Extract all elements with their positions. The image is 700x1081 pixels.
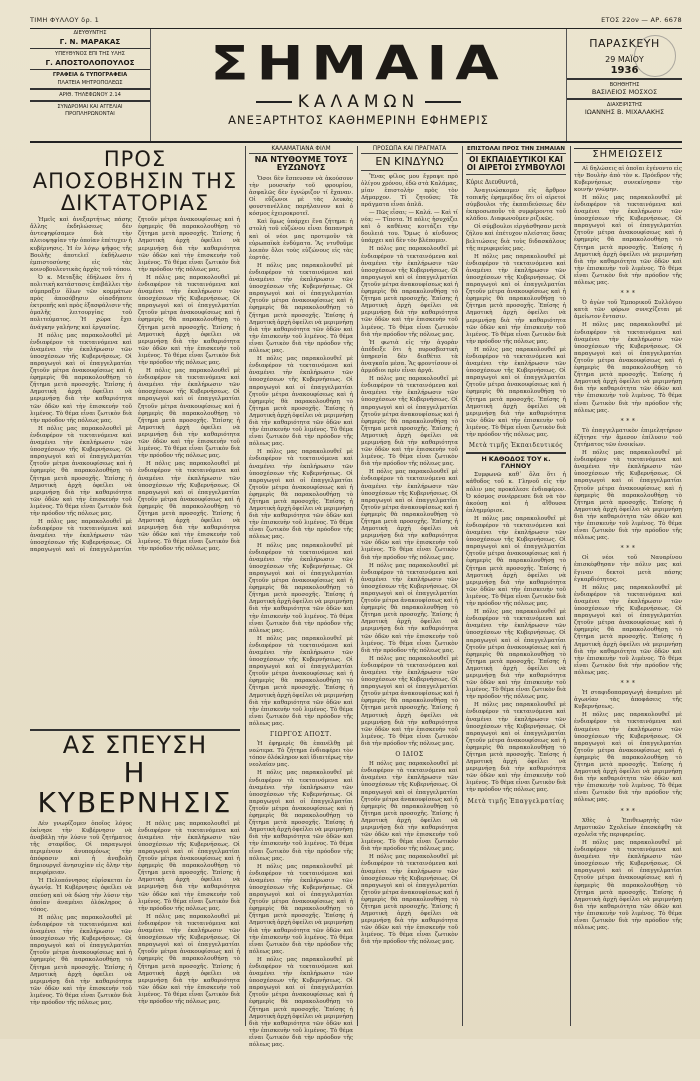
filler-paragraph: Η πόλις μας παρακολουθεῖ μὲ ἐνδιαφέρον τὰ τεκταινόμενα καὶ ἀναμένει τὴν ἐκπλήρωσιν τῶν ὑποσχέσεων τῆς Κυβερνήσεως. Οἱ παραγωγοὶ καὶ οἱ ἐπαγγελματίαι ζητοῦν μέτρα ἀνακουφίσεως καὶ ἡ ἐφημερὶς θὰ παρακολουθήσῃ τὸ ζήτημα μετὰ προσοχῆς. Ἐπίσης ἡ Δημοτικὴ ἀρχὴ ὀφείλει νὰ μεριμνήσῃ διὰ τὴν καθαριότητα τῶν ὁδῶν καὶ τὴν ἐπισκευὴν τοῦ λιμένος. Τὸ θέμα εἶναι ζωτικὸν διὰ τὴν πρόοδον τῆς πόλεως μας. (249, 356, 354, 448)
article-body-2 (30, 821, 240, 1081)
article-paragraph: Συμφωνῶ καθ᾽ ὅλα ὅτι ἡ κάθοδος τοῦ κ. Γληνοῦ εἰς τὴν πόλιν μας προκάλεσε ἐνδιαφέρον. Ὁ κόσμος συνέρρευσε διὰ νὰ τὸν ἀκούσῃ καὶ ἡ αἴθουσα ἐπλημμύρισε. (466, 472, 566, 514)
assistant-name: ΒΑΣΙΛΕΙΟΣ ΜΟΣΧΟΣ (591, 88, 658, 96)
filler-paragraph: Η πόλις μας παρακολουθεῖ μὲ ἐνδιαφέρον τὰ τεκταινόμενα καὶ ἀναμένει τὴν ἐκπλήρωσιν τῶν ὑποσχέσεων τῆς Κυβερνήσεως. Οἱ παραγωγοὶ καὶ οἱ ἐπαγγελματίαι ζητοῦν μέτρα ἀνακουφίσεως καὶ ἡ ἐφημερὶς θὰ παρακολουθήσῃ τὸ ζήτημα μετὰ προσοχῆς. Ἐπίσης ἡ Δημοτικὴ ἀρχὴ ὀφείλει νὰ μεριμνήσῃ διὰ τὴν καθαριότητα τῶν ὁδῶν καὶ τὴν ἐπισκευὴν τοῦ λιμένος. Τὸ θέμα εἶναι ζωτικὸν διὰ τὴν πρόοδον τῆς πόλεως μας. (574, 450, 682, 542)
filler-paragraph: Η πόλις μας παρακολουθεῖ μὲ ἐνδιαφέρον τὰ τεκταινόμενα καὶ ἀναμένει τὴν ἐκπλήρωσιν τῶν ὑποσχέσεων τῆς Κυβερνήσεως. Οἱ παραγωγοὶ καὶ οἱ ἐπαγγελματίαι ζητοῦν μέτρα ἀνακουφίσεως καὶ ἡ ἐφημερὶς θὰ παρακολουθήσῃ τὸ ζήτημα μετὰ προσοχῆς. Ἐπίσης ἡ Δημοτικὴ ἀρχὴ ὀφείλει νὰ μεριμνήσῃ διὰ τὴν καθαριότητα τῶν ὁδῶν καὶ τὴν ἐπισκευὴν τοῦ λιμένος. Τὸ θέμα εἶναι ζωτικὸν διὰ τὴν πρόοδον τῆς πόλεως μας. (574, 584, 682, 676)
assistant-label: ΒΟΗΘΗΤΗΣ (609, 81, 640, 88)
article-headline-2b: Η ΚΥΒΕΡΝΗΣΙΣ (37, 755, 233, 819)
issue-year: 1936 (610, 65, 639, 76)
article-body (361, 174, 458, 1009)
article-paragraph: Οἱ σύμβουλοι εἰργάσθησαν μετὰ ζήλου καὶ ἐπέτυχον πλείστας ὅσας βελτιώσεις διὰ τοὺς διδασκάλους τῆς περιφερείας μας. (466, 224, 566, 252)
filler-paragraph: Η πόλις μας παρακολουθεῖ μὲ ἐνδιαφέρον τὰ τεκταινόμενα καὶ ἀναμένει τὴν ἐκπλήρωσιν τῶν ὑποσχέσεων τῆς Κυβερνήσεως. Οἱ παραγωγοὶ καὶ οἱ ἐπαγγελματίαι ζητοῦν μέτρα ἀνακουφίσεως καὶ ἡ ἐφημερὶς θὰ παρακολουθήσῃ τὸ ζήτημα μετὰ προσοχῆς. Ἐπίσης ἡ Δημοτικὴ ἀρχὴ ὀφείλει νὰ μεριμνήσῃ διὰ τὴν καθαριότητα τῶν ὁδῶν καὶ τὴν ἐπισκευὴν τοῦ λιμένος. Τὸ θέμα εἶναι ζωτικὸν διὰ τὴν πρόοδον τῆς πόλεως μας. (138, 461, 240, 553)
column-1 (30, 146, 240, 1026)
column-rule (245, 146, 246, 1026)
filler-paragraph: Η πόλις μας παρακολουθεῖ μὲ ἐνδιαφέρον τὰ τεκταινόμενα καὶ ἀναμένει τὴν ἐκπλήρωσιν τῶν ὑποσχέσεων τῆς Κυβερνήσεως. Οἱ παραγωγοὶ καὶ οἱ ἐπαγγελματίαι ζητοῦν μέτρα ἀνακουφίσεως καὶ ἡ ἐφημερὶς θὰ παρακολουθήσῃ τὸ ζήτημα μετὰ προσοχῆς. Ἐπίσης ἡ Δημοτικὴ ἀρχὴ ὀφείλει νὰ μεριμνήσῃ διὰ τὴν καθαριότητα τῶν ὁδῶν καὶ τὴν ἐπισκευὴν τοῦ λιμένος. Τὸ θέμα εἶναι ζωτικὸν διὰ τὴν πρόοδον τῆς πόλεως μας. (249, 635, 354, 727)
masthead-right-box (566, 29, 682, 141)
article-body (30, 217, 240, 727)
article-paragraph: Ἡ ἐφημερὶς θὰ ἐπανέλθῃ μὲ νεώτερα. Τὸ ζήτημα ἐνδιαφέρει τὸν τόπον ὁλόκληρον καὶ ἰδιαιτέρως τὴν νεολαίαν μας. (249, 741, 353, 769)
filler-paragraph: Η πόλις μας παρακολουθεῖ μὲ ἐνδιαφέρον τὰ τεκταινόμενα καὶ ἀναμένει τὴν ἐκπλήρωσιν τῶν ὑποσχέσεων τῆς Κυβερνήσεως. Οἱ παραγωγοὶ καὶ οἱ ἐπαγγελματίαι ζητοῦν μέτρα ἀνακουφίσεως καὶ ἡ ἐφημερὶς θὰ παρακολουθήσῃ τὸ ζήτημα μετὰ προσοχῆς. Ἐπίσης ἡ Δημοτικὴ ἀρχὴ ὀφείλει νὰ μεριμνήσῃ διὰ τὴν καθαριότητα τῶν ὁδῶν καὶ τὴν ἐπισκευὴν τοῦ λιμένος. Τὸ θέμα εἶναι ζωτικὸν διὰ τὴν πρόοδον τῆς πόλεως μας. (249, 542, 354, 634)
filler-paragraph: Η πόλις μας παρακολουθεῖ μὲ ἐνδιαφέρον τὰ τεκταινόμενα καὶ ἀναμένει τὴν ἐκπλήρωσιν τῶν ὑποσχέσεων τῆς Κυβερνήσεως. Οἱ παραγωγοὶ καὶ οἱ ἐπαγγελματίαι ζητοῦν μέτρα ἀνακουφίσεως καὶ ἡ ἐφημερὶς θὰ παρακολουθήσῃ τὸ ζήτημα μετὰ προσοχῆς. Ἐπίσης ἡ Δημοτικὴ ἀρχὴ ὀφείλει νὰ μεριμνήσῃ διὰ τὴν καθαριότητα τῶν ὁδῶν καὶ τὴν ἐπισκευὴν τοῦ λιμένος. Τὸ θέμα εἶναι ζωτικὸν διὰ τὴν πρόοδον τῆς πόλεως μας. (249, 770, 354, 862)
price-label: ΤΙΜΗ ΦΥΛΛΟΥ δρ. 1 (30, 16, 100, 24)
divider (30, 48, 150, 50)
article-headline: ΟΙ ΕΚΠΑΙΔΕΥΤΙΚΟΙ ΚΑΙ ΟΙ ΑΙΡΕΤΟΙ ΣΥΜΒΟΥΛΟΙ (466, 156, 566, 175)
filler-paragraph: Η πόλις μας παρακολουθεῖ μὲ ἐνδιαφέρον τὰ τεκταινόμενα καὶ ἀναμένει τὴν ἐκπλήρωσιν τῶν ὑποσχέσεων τῆς Κυβερνήσεως. Οἱ παραγωγοὶ καὶ οἱ ἐπαγγελματίαι ζητοῦν μέτρα ἀνακουφίσεως καὶ ἡ ἐφημερὶς θὰ παρακολουθήσῃ τὸ ζήτημα μετὰ προσοχῆς. Ἐπίσης ἡ Δημοτικὴ ἀρχὴ ὀφείλει νὰ μεριμνήσῃ διὰ τὴν καθαριότητα τῶν ὁδῶν καὶ τὴν ἐπισκευὴν τοῦ λιμένος. Τὸ θέμα εἶναι ζωτικὸν διὰ τὴν πρόοδον τῆς πόλεως μας. (466, 253, 566, 345)
manager-name: ΙΩΑΝΝΗΣ Β. ΜΙΧΑΛΑΚΗΣ (584, 108, 665, 116)
filler-paragraph: Η πόλις μας παρακολουθεῖ μὲ ἐνδιαφέρον τὰ τεκταινόμενα καὶ ἀναμένει τὴν ἐκπλήρωσιν τῶν ὑποσχέσεων τῆς Κυβερνήσεως. Οἱ παραγωγοὶ καὶ οἱ ἐπαγγελματίαι ζητοῦν μέτρα ἀνακουφίσεως καὶ ἡ ἐφημερὶς θὰ παρακολουθήσῃ τὸ ζήτημα μετὰ προσοχῆς. Ἐπίσης ἡ Δημοτικὴ ἀρχὴ ὀφείλει νὰ μεριμνήσῃ διὰ τὴν καθαριότητα τῶν ὁδῶν καὶ τὴν ἐπισκευὴν τοῦ λιμένος. Τὸ θέμα εἶναι ζωτικὸν διὰ τὴν πρόοδον τῆς πόλεως μας. (249, 449, 354, 541)
separator: * * * (620, 545, 636, 553)
filler-paragraph: Η πόλις μας παρακολουθεῖ μὲ ἐνδιαφέρον τὰ τεκταινόμενα καὶ ἀναμένει τὴν ἐκπλήρωσιν τῶν ὑποσχέσεων τῆς Κυβερνήσεως. Οἱ παραγωγοὶ καὶ οἱ ἐπαγγελματίαι ζητοῦν μέτρα ἀνακουφίσεως καὶ ἡ ἐφημερὶς θὰ παρακολουθήσῃ τὸ ζήτημα μετὰ προσοχῆς. Ἐπίσης ἡ Δημοτικὴ ἀρχὴ ὀφείλει νὰ μεριμνήσῃ διὰ τὴν καθαριότητα τῶν ὁδῶν καὶ τὴν ἐπισκευὴν τοῦ λιμένος. Τὸ θέμα εἶναι ζωτικὸν διὰ τὴν πρόοδον τῆς πόλεως μας. (138, 368, 240, 460)
newspaper-subtitle: ΚΑΛΑΜΩΝ (297, 92, 420, 112)
offices-label: ΓΡΑΦΕΙΑ & ΤΥΠΟΓΡΑΦΕΙΑ (52, 72, 128, 78)
article-headline: ΝΑ ΝΤΥΘΟΥΜΕ ΤΟΥΣ ΕΥΖΩΝΟΥΣ (254, 155, 348, 173)
note-paragraph: Οἱ νέοι τοῦ Ναυαρίνου ἐπισκέφθησαν τὴν πόλιν μας καὶ ἔγιναν δεκτοὶ μετὰ πάσης ἐγκαρδιότητος. (574, 555, 682, 583)
director-name: Γ. Ν. ΜΑΡΑΚΑΣ (59, 36, 121, 46)
column-5 (574, 146, 682, 1026)
letter-salutation: Κύριε Διευθυντά, (466, 178, 519, 186)
issue-label: ΕΤΟΣ 22ον — ΑΡ. 6678 (601, 16, 682, 24)
top-bar (30, 16, 682, 28)
note-paragraph: Αἱ δηλώσεις αἱ ὁποῖαι ἐγένοντο εἰς τὴν Βουλὴν ἀπὸ τὸν κ. Πρόεδρον τῆς Κυβερνήσεως συνεκίνησαν τὴν κοινὴν γνώμην. (574, 165, 682, 193)
filler-paragraph: Η πόλις μας παρακολουθεῖ μὲ ἐνδιαφέρον τὰ τεκταινόμενα καὶ ἀναμένει τὴν ἐκπλήρωσιν τῶν ὑποσχέσεων τῆς Κυβερνήσεως. Οἱ παραγωγοὶ καὶ οἱ ἐπαγγελματίαι ζητοῦν μέτρα ἀνακουφίσεως καὶ ἡ ἐφημερὶς θὰ παρακολουθήσῃ τὸ ζήτημα μετὰ προσοχῆς. Ἐπίσης ἡ Δημοτικὴ ἀρχὴ ὀφείλει νὰ μεριμνήσῃ διὰ τὴν καθαριότητα τῶν ὁδῶν καὶ τὴν ἐπισκευὴν τοῦ λιμένος. Τὸ θέμα εἶναι ζωτικὸν διὰ τὴν πρόοδον τῆς πόλεως μας. (466, 346, 566, 439)
article-paragraph: Ἀναγινώσκομεν εἰς ἄρθρον τοπικῆς ἐφημερίδος ὅτι οἱ αἱρετοὶ σύμβουλοι τῆς ἐκπαιδεύσεως δὲν ἐκπροσωποῦν τὰ συμφέροντα τοῦ κλάδου. Διαφωνοῦμεν ριζικῶς. (466, 187, 566, 223)
author-signature: ΓΙΩΡΓΟΣ ΑΠΟΣΤ. (269, 731, 333, 738)
postmark-stamp (634, 35, 676, 77)
article-paragraph: Ὅσοι δὲν ἔσπευσαν νὰ ἀκούσουν τὴν μουσικὴν τοῦ φρουρίου, ἀσφαλῶς δὲν ἐγνώριζον τί ἔχαναν. Οἱ εὔζωνοι μὲ τὰς λευκὰς φουστανέλλας παρήλαυνον καὶ ὁ κόσμος ἐχειροκροτεῖ. (249, 175, 353, 218)
article-paragraph: Ἡ Πελοπόννησος εὑρίσκεται ἐν ἀγωνίᾳ. Ἡ Κυβέρνησις ὀφείλει νὰ σπεύσῃ καὶ νὰ δώσῃ τὴν λύσιν τὴν ὁποίαν ἀναμένει ὁλόκληρος ὁ τόπος. (30, 878, 132, 913)
article-headline: ΠΡΟΣ ΑΠΟΣΟΒΗΣΙΝ ΤΗΣ ΔΙΚΤΑΤΟΡΙΑΣ (32, 147, 238, 216)
divider (567, 78, 682, 80)
divider (567, 98, 682, 100)
column-3 (361, 146, 458, 1026)
subtitle-rule-left (256, 101, 292, 103)
note-paragraph: Ὁ ἀγὼν τοῦ Ἐμπορικοῦ Συλλόγου κατὰ τῶν φόρων συνεχίζεται μὲ ἀμείωτον ἔντασιν. (574, 300, 682, 321)
responsible-name: Γ. ΑΠΟΣΤΟΛΟΠΟΥΛΟΣ (45, 57, 135, 67)
article-paragraph: Καὶ ὅμως ὑπάρχει ἕνα ζήτημα: ἡ στολὴ τοῦ εὐζώνου εἶναι δαπανηρὰ καὶ οἱ νέοι μας προτιμοῦν τὰ εὐρωπαϊκὰ ἐνδύματα. Ἂς ντυθοῦμε λοιπὸν ὅλοι τοὺς εὐζώνους εἰς τὰς ἑορτάς. (249, 219, 353, 261)
masthead-left-box (30, 29, 151, 141)
section-kicker: ΚΑΛΑΜΑΤΙΑΝΑ ΦΙΛΜ (249, 146, 353, 154)
divider (30, 88, 150, 90)
newspaper-subtitle-row (150, 93, 567, 111)
article-paragraph: Ἡ φωτιὰ εἰς τὴν ἀγορὰν ἀπέδειξε ὅτι ἡ πυροσβεστικὴ ὑπηρεσία δὲν διαθέτει τὰ ἀναγκαῖα μέσα. Ἂς φροντίσουν οἱ ἁρμόδιοι πρὶν εἶναι ἀργά. (361, 339, 458, 375)
note-paragraph: Τὸ ἐπαγγελματικὸν ἐπιμελητήριον ἐζήτησε τὴν ἄμεσον ἐπίλυσιν τοῦ ζητήματος τῶν ἐνοικίων. (574, 427, 682, 448)
responsible-label: ΥΠΕΥΘΥΝΟΣ ΕΠΙ ΤΗΣ ΥΛΗΣ (55, 51, 125, 57)
article-headline-2: Η ΚΑΘΟΔΟΣ ΤΟΥ κ. ΓΛΗΝΟΥ (481, 454, 551, 470)
filler-paragraph: Η πόλις μας παρακολουθεῖ μὲ ἐνδιαφέρον τὰ τεκταινόμενα καὶ ἀναμένει τὴν ἐκπλήρωσιν τῶν ὑποσχέσεων τῆς Κυβερνήσεως. Οἱ παραγωγοὶ καὶ οἱ ἐπαγγελματίαι ζητοῦν μέτρα ἀνακουφίσεως καὶ ἡ ἐφημερὶς θὰ παρακολουθήσῃ τὸ ζήτημα μετὰ προσοχῆς. Ἐπίσης ἡ Δημοτικὴ ἀρχὴ ὀφείλει νὰ μεριμνήσῃ διὰ τὴν καθαριότητα τῶν ὁδῶν καὶ τὴν ἐπισκευὴν τοῦ λιμένος. Τὸ θέμα εἶναι ζωτικὸν διὰ τὴν πρόοδον τῆς πόλεως μας. (30, 425, 132, 517)
article-body (466, 179, 566, 1014)
notes-body (574, 166, 682, 1006)
filler-paragraph: Η πόλις μας παρακολουθεῖ μὲ ἐνδιαφέρον τὰ τεκταινόμενα καὶ ἀναμένει τὴν ἐκπλήρωσιν τῶν ὑποσχέσεων τῆς Κυβερνήσεως. Οἱ παραγωγοὶ καὶ οἱ ἐπαγγελματίαι ζητοῦν μέτρα ἀνακουφίσεως καὶ ἡ ἐφημερὶς θὰ παρακολουθήσῃ τὸ ζήτημα μετὰ προσοχῆς. Ἐπίσης ἡ Δημοτικὴ ἀρχὴ ὀφείλει νὰ μεριμνήσῃ διὰ τὴν καθαριότητα τῶν ὁδῶν καὶ τὴν ἐπισκευὴν τοῦ λιμένος. Τὸ θέμα εἶναι ζωτικὸν διὰ τὴν πρόοδον τῆς πόλεως μας. (574, 322, 682, 414)
separator: * * * (620, 807, 636, 815)
column-2 (249, 146, 354, 1049)
article-paragraph: Ἡμεῖς καὶ ἀνεξαρτήτως πάσης ἄλλης ἐκδηλώσεως δὲν ἀντεψηφίσαμεν διὰ τὴν πλειοψηφίαν τὴν ὁποίαν ἐπέτυχεν ἡ κυβέρνησις. Ἡ ἐν λόγῳ ψῆφος τῆς Βουλῆς ἀποτελεῖ ἐκδήλωσιν ἐμπιστοσύνης εἰς τὰς κοινοβουλευτικὰς ἀρχὰς τοῦ τόπου. (30, 217, 132, 273)
director-label: ΔΙΕΥΘΥΝΤΗΣ (73, 30, 107, 36)
title-block (150, 29, 567, 141)
divider (30, 100, 150, 102)
filler-paragraph: Η πόλις μας παρακολουθεῖ μὲ ἐνδιαφέρον τὰ τεκταινόμενα καὶ ἀναμένει τὴν ἐκπλήρωσιν τῶν ὑποσχέσεων τῆς Κυβερνήσεως. Οἱ παραγωγοὶ καὶ οἱ ἐπαγγελματίαι ζητοῦν μέτρα ἀνακουφίσεως καὶ ἡ ἐφημερὶς θὰ παρακολουθήσῃ τὸ ζήτημα μετὰ προσοχῆς. Ἐπίσης ἡ Δημοτικὴ ἀρχὴ ὀφείλει νὰ μεριμνήσῃ διὰ τὴν καθαριότητα τῶν ὁδῶν καὶ τὴν ἐπισκευὴν τοῦ λιμένος. Τὸ θέμα εἶναι ζωτικὸν διὰ τὴν πρόοδον τῆς πόλεως μας. (361, 469, 458, 561)
separator: * * * (620, 417, 636, 425)
notes-headline: ΣΗΜΕΙΩΣΕΙΣ (574, 148, 682, 163)
section-kicker: ΠΡΟΣΩΠΑ ΚΑΙ ΠΡΑΓΜΑΤΑ (361, 146, 458, 154)
newspaper-tagline: ΑΝΕΞΑΡΤΗΤΟΣ ΚΑΘΗΜΕΡΙΝΗ ΕΦΗΜΕΡΙΣ (228, 113, 489, 127)
article-paragraph: Ὁ κ. Μεταξᾶς ἐδήλωσε ὅτι ἡ πολιτικὴ κατάστασις ἐπιβάλλει τὴν σύμπραξιν ὅλων τῶν κομμάτων πρὸς ἀποσόβησιν οἱασδήποτε ἐκτροπῆς καὶ πρὸς ἐξασφάλισιν τῆς ὁμαλῆς λειτουργίας τοῦ πολιτεύματος. Ἡ χώρα ἔχει ἀνάγκην γαλήνης καὶ ἐργασίας. (30, 274, 132, 331)
article-paragraph: — Πῶς εἶσαι; — Καλά. — Καὶ τί νέα; — Τίποτα. Ἡ πόλις ἡσυχάζει καὶ ὁ καθένας κοιτάζει τὴν δουλειά του. Ὅμως ὁ κίνδυνος ὑπάρχει καὶ δὲν τὸν βλέπομεν. (361, 210, 458, 245)
column-4 (466, 146, 566, 1026)
article-headline: ΕΝ ΚΙΝΔΥΝΩ (361, 156, 458, 171)
article-body (249, 175, 354, 1049)
filler-paragraph: Η πόλις μας παρακολουθεῖ μὲ ἐνδιαφέρον τὰ τεκταινόμενα καὶ ἀναμένει τὴν ἐκπλήρωσιν τῶν ὑποσχέσεων τῆς Κυβερνήσεως. Οἱ παραγωγοὶ καὶ οἱ ἐπαγγελματίαι ζητοῦν μέτρα ἀνακουφίσεως καὶ ἡ ἐφημερὶς θὰ παρακολουθήσῃ τὸ ζήτημα μετὰ προσοχῆς. Ἐπίσης ἡ Δημοτικὴ ἀρχὴ ὀφείλει νὰ μεριμνήσῃ διὰ τὴν καθαριότητα τῶν ὁδῶν καὶ τὴν ἐπισκευὴν τοῦ λιμένος. Τὸ θέμα εἶναι ζωτικὸν διὰ τὴν πρόοδον τῆς πόλεως μας. (466, 702, 566, 794)
filler-paragraph: Η πόλις μας παρακολουθεῖ μὲ ἐνδιαφέρον τὰ τεκταινόμενα καὶ ἀναμένει τὴν ἐκπλήρωσιν τῶν ὑποσχέσεων τῆς Κυβερνήσεως. Οἱ παραγωγοὶ καὶ οἱ ἐπαγγελματίαι ζητοῦν μέτρα ἀνακουφίσεως καὶ ἡ ἐφημερὶς θὰ παρακολουθήσῃ τὸ ζήτημα μετὰ προσοχῆς. Ἐπίσης ἡ Δημοτικὴ ἀρχὴ ὀφείλει νὰ μεριμνήσῃ διὰ τὴν καθαριότητα τῶν ὁδῶν καὶ τὴν ἐπισκευὴν τοῦ λιμένος. Τὸ θέμα εἶναι ζωτικὸν διὰ τὴν πρόοδον τῆς πόλεως μας. (361, 761, 458, 853)
letter-signature: Μετὰ τιμῆς Ἐπαγγελματίας (467, 797, 565, 805)
column-rule (570, 146, 571, 1026)
separator: * * * (620, 290, 636, 298)
ads-label: ΣΥΝΔΡΟΜΑΙ ΚΑΙ ΑΓΓΕΛΙΑΙ (57, 103, 123, 110)
filler-paragraph: Η πόλις μας παρακολουθεῖ μὲ ἐνδιαφέρον τὰ τεκταινόμενα καὶ ἀναμένει τὴν ἐκπλήρωσιν τῶν ὑποσχέσεων τῆς Κυβερνήσεως. Οἱ παραγωγοὶ καὶ οἱ ἐπαγγελματίαι ζητοῦν μέτρα ἀνακουφίσεως καὶ ἡ ἐφημερὶς θὰ παρακολουθήσῃ τὸ ζήτημα μετὰ προσοχῆς. Ἐπίσης ἡ Δημοτικὴ ἀρχὴ ὀφείλει νὰ μεριμνήσῃ διὰ τὴν καθαριότητα τῶν ὁδῶν καὶ τὴν ἐπισκευὴν τοῦ λιμένος. Τὸ θέμα εἶναι ζωτικὸν διὰ τὴν πρόοδον τῆς πόλεως μας. (466, 609, 566, 701)
filler-paragraph: Η πόλις μας παρακολουθεῖ μὲ ἐνδιαφέρον τὰ τεκταινόμενα καὶ ἀναμένει τὴν ἐκπλήρωσιν τῶν ὑποσχέσεων τῆς Κυβερνήσεως. Οἱ παραγωγοὶ καὶ οἱ ἐπαγγελματίαι ζητοῦν μέτρα ἀνακουφίσεως καὶ ἡ ἐφημερὶς θὰ παρακολουθήσῃ τὸ ζήτημα μετὰ προσοχῆς. Ἐπίσης ἡ Δημοτικὴ ἀρχὴ ὀφείλει νὰ μεριμνήσῃ διὰ τὴν καθαριότητα τῶν ὁδῶν καὶ τὴν ἐπισκευὴν τοῦ λιμένος. Τὸ θέμα εἶναι ζωτικὸν διὰ τὴν πρόοδον τῆς πόλεως μας. (466, 515, 566, 608)
letter-signature: Μετὰ τιμῆς Ἐκπαιδευτικός (468, 442, 564, 450)
divider (30, 69, 150, 71)
column-rule (462, 146, 463, 1026)
filler-paragraph: Η πόλις μας παρακολουθεῖ μὲ ἐνδιαφέρον τὰ τεκταινόμενα καὶ ἀναμένει τὴν ἐκπλήρωσιν τῶν ὑποσχέσεων τῆς Κυβερνήσεως. Οἱ παραγωγοὶ καὶ οἱ ἐπαγγελματίαι ζητοῦν μέτρα ἀνακουφίσεως καὶ ἡ ἐφημερὶς θὰ παρακολουθήσῃ τὸ ζήτημα μετὰ προσοχῆς. Ἐπίσης ἡ Δημοτικὴ ἀρχὴ ὀφείλει νὰ μεριμνήσῃ διὰ τὴν καθαριότητα τῶν ὁδῶν καὶ τὴν ἐπισκευὴν τοῦ λιμένος. Τὸ θέμα εἶναι ζωτικὸν διὰ τὴν πρόοδον τῆς πόλεως μας. (30, 332, 132, 424)
filler-paragraph: Η πόλις μας παρακολουθεῖ μὲ ἐνδιαφέρον τὰ τεκταινόμενα καὶ ἀναμένει τὴν ἐκπλήρωσιν τῶν ὑποσχέσεων τῆς Κυβερνήσεως. Οἱ παραγωγοὶ καὶ οἱ ἐπαγγελματίαι ζητοῦν μέτρα ἀνακουφίσεως καὶ ἡ ἐφημερὶς θὰ παρακολουθήσῃ τὸ ζήτημα μετὰ προσοχῆς. Ἐπίσης ἡ Δημοτικὴ ἀρχὴ ὀφείλει νὰ μεριμνήσῃ διὰ τὴν καθαριότητα τῶν ὁδῶν καὶ τὴν ἐπισκευὴν τοῦ λιμένος. Τὸ θέμα εἶναι ζωτικὸν διὰ τὴν πρόοδον τῆς πόλεως μας. (361, 246, 458, 338)
article-headline-2a: ΑΣ ΣΠΕΥΣΗ (62, 730, 208, 759)
note-paragraph: Χθὲς ὁ Ἐπιθεωρητὴς τῶν Δημοτικῶν Σχολείων ἐπεσκέφθη τὰ σχολεῖα τῆς περιφερείας. (574, 817, 682, 838)
manager-label: ΔΙΑΧΕΙΡΙΣΤΗΣ (606, 101, 643, 108)
filler-paragraph: Η πόλις μας παρακολουθεῖ μὲ ἐνδιαφέρον τὰ τεκταινόμενα καὶ ἀναμένει τὴν ἐκπλήρωσιν τῶν ὑποσχέσεων τῆς Κυβερνήσεως. Οἱ παραγωγοὶ καὶ οἱ ἐπαγγελματίαι ζητοῦν μέτρα ἀνακουφίσεως καὶ ἡ ἐφημερὶς θὰ παρακολουθήσῃ τὸ ζήτημα μετὰ προσοχῆς. Ἐπίσης ἡ Δημοτικὴ ἀρχὴ ὀφείλει νὰ μεριμνήσῃ διὰ τὴν καθαριότητα τῶν ὁδῶν καὶ τὴν ἐπισκευὴν τοῦ λιμένος. Τὸ θέμα εἶναι ζωτικὸν διὰ τὴν πρόοδον τῆς πόλεως μας. (361, 376, 458, 468)
phone-label: ΑΡΙΘ. ΤΗΛΕΦΩΝΟΥ 2.14 (59, 91, 121, 98)
filler-paragraph: Η πόλις μας παρακολουθεῖ μὲ ἐνδιαφέρον τὰ τεκταινόμενα καὶ ἀναμένει τὴν ἐκπλήρωσιν τῶν ὑποσχέσεων τῆς Κυβερνήσεως. Οἱ παραγωγοὶ καὶ οἱ ἐπαγγελματίαι ζητοῦν μέτρα ἀνακουφίσεως καὶ ἡ ἐφημερὶς θὰ παρακολουθήσῃ τὸ ζήτημα μετὰ προσοχῆς. Ἐπίσης ἡ Δημοτικὴ ἀρχὴ ὀφείλει νὰ μεριμνήσῃ διὰ τὴν καθαριότητα τῶν ὁδῶν καὶ τὴν ἐπισκευὴν τοῦ λιμένος. Τὸ θέμα εἶναι ζωτικὸν διὰ τὴν πρόοδον τῆς πόλεως μας. (249, 863, 354, 955)
filler-paragraph: Η πόλις μας παρακολουθεῖ μὲ ἐνδιαφέρον τὰ τεκταινόμενα καὶ ἀναμένει τὴν ἐκπλήρωσιν τῶν ὑποσχέσεων τῆς Κυβερνήσεως. Οἱ παραγωγοὶ καὶ οἱ ἐπαγγελματίαι ζητοῦν μέτρα ἀνακουφίσεως καὶ ἡ ἐφημερὶς θὰ παρακολουθήσῃ τὸ ζήτημα μετὰ προσοχῆς. Ἐπίσης ἡ Δημοτικὴ ἀρχὴ ὀφείλει νὰ μεριμνήσῃ διὰ τὴν καθαριότητα τῶν ὁδῶν καὶ τὴν ἐπισκευὴν τοῦ λιμένος. Τὸ θέμα εἶναι ζωτικὸν διὰ τὴν πρόοδον τῆς πόλεως μας. (574, 839, 682, 932)
article-paragraph: Δὲν γνωρίζομεν ὁποῖος λόγος ἐκίνησε τὴν Κυβέρνησιν νὰ ἀναβάλῃ τὴν λύσιν τοῦ ζητήματος τῆς σταφίδος. Οἱ παραγωγοὶ περιμένουν ἀνυπομόνως τὴν ἀπόφασιν καὶ ἡ ἀναβολὴ δημιουργεῖ ἀνησυχίαν εἰς ὅλην τὴν περιφέρειαν. (30, 820, 132, 877)
filler-paragraph: Η πόλις μας παρακολουθεῖ μὲ ἐνδιαφέρον τὰ τεκταινόμενα καὶ ἀναμένει τὴν ἐκπλήρωσιν τῶν ὑποσχέσεων τῆς Κυβερνήσεως. Οἱ παραγωγοὶ καὶ οἱ ἐπαγγελματίαι ζητοῦν μέτρα ἀνακουφίσεως καὶ ἡ ἐφημερὶς θὰ παρακολουθήσῃ τὸ ζήτημα μετὰ προσοχῆς. Ἐπίσης ἡ Δημοτικὴ ἀρχὴ ὀφείλει νὰ μεριμνήσῃ διὰ τὴν καθαριότητα τῶν ὁδῶν καὶ τὴν ἐπισκευὴν τοῦ λιμένος. Τὸ θέμα εἶναι ζωτικὸν διὰ τὴν πρόοδον τῆς πόλεως μας. (138, 913, 240, 1005)
divider (466, 452, 566, 454)
filler-paragraph: Η πόλις μας παρακολουθεῖ μὲ ἐνδιαφέρον τὰ τεκταινόμενα καὶ ἀναμένει τὴν ἐκπλήρωσιν τῶν ὑποσχέσεων τῆς Κυβερνήσεως. Οἱ παραγωγοὶ καὶ οἱ ἐπαγγελματίαι ζητοῦν μέτρα ἀνακουφίσεως καὶ ἡ ἐφημερὶς θὰ παρακολουθήσῃ τὸ ζήτημα μετὰ προσοχῆς. Ἐπίσης ἡ Δημοτικὴ ἀρχὴ ὀφείλει νὰ μεριμνήσῃ διὰ τὴν καθαριότητα τῶν ὁδῶν καὶ τὴν ἐπισκευὴν τοῦ λιμένος. Τὸ θέμα εἶναι ζωτικὸν διὰ τὴν πρόοδον τῆς πόλεως μας. (138, 274, 240, 367)
address-label: ΠΛΑΤΕΙΑ ΜΗΤΡΟΠΟΛΕΩΣ (57, 79, 123, 86)
filler-paragraph: Η πόλις μας παρακολουθεῖ μὲ ἐνδιαφέρον τὰ τεκταινόμενα καὶ ἀναμένει τὴν ἐκπλήρωσιν τῶν ὑποσχέσεων τῆς Κυβερνήσεως. Οἱ παραγωγοὶ καὶ οἱ ἐπαγγελματίαι ζητοῦν μέτρα ἀνακουφίσεως καὶ ἡ ἐφημερὶς θὰ παρακολουθήσῃ τὸ ζήτημα μετὰ προσοχῆς. Ἐπίσης ἡ Δημοτικὴ ἀρχὴ ὀφείλει νὰ μεριμνήσῃ διὰ τὴν καθαριότητα τῶν ὁδῶν καὶ τὴν ἐπισκευὴν τοῦ λιμένος. Τὸ θέμα εἶναι ζωτικὸν διὰ τὴν πρόοδον τῆς πόλεως μας. (249, 956, 354, 1049)
article-paragraph: Ἕνας φίλος μου ἔγραψε πρὸ ὀλίγου χρόνου, ἐδῶ στὰ Καλάμας, μίαν ἐπιστολὴν πρὸς τὸν Δήμαρχον. Τί ζητοῦσε; Τὰ πράγματα εἶναι ἁπλᾶ. (361, 173, 458, 208)
prepaid-label: ΠΡΟΠΛΗΡΩΝΟΝΤΑΙ (65, 111, 115, 117)
filler-paragraph: Η πόλις μας παρακολουθεῖ μὲ ἐνδιαφέρον τὰ τεκταινόμενα καὶ ἀναμένει τὴν ἐκπλήρωσιν τῶν ὑποσχέσεων τῆς Κυβερνήσεως. Οἱ παραγωγοὶ καὶ οἱ ἐπαγγελματίαι ζητοῦν μέτρα ἀνακουφίσεως καὶ ἡ ἐφημερὶς θὰ παρακολουθήσῃ τὸ ζήτημα μετὰ προσοχῆς. Ἐπίσης ἡ Δημοτικὴ ἀρχὴ ὀφείλει νὰ μεριμνήσῃ διὰ τὴν καθαριότητα τῶν ὁδῶν καὶ τὴν ἐπισκευὴν τοῦ λιμένος. Τὸ θέμα εἶναι ζωτικὸν διὰ τὴν πρόοδον τῆς πόλεως μας. (30, 914, 132, 1006)
author-signature: Ο ΙΔΙΟΣ (395, 751, 424, 759)
section-kicker: ΕΠΙΣΤΟΛΑΙ ΠΡΟΣ ΤΗΝ ΣΗΜΑΙΑΝ (467, 146, 565, 152)
filler-paragraph: Η πόλις μας παρακολουθεῖ μὲ ἐνδιαφέρον τὰ τεκταινόμενα καὶ ἀναμένει τὴν ἐκπλήρωσιν τῶν ὑποσχέσεων τῆς Κυβερνήσεως. Οἱ παραγωγοὶ καὶ οἱ ἐπαγγελματίαι ζητοῦν μέτρα ἀνακουφίσεως καὶ ἡ ἐφημερὶς θὰ παρακολουθήσῃ τὸ ζήτημα μετὰ προσοχῆς. Ἐπίσης ἡ Δημοτικὴ ἀρχὴ ὀφείλει νὰ μεριμνήσῃ διὰ τὴν καθαριότητα τῶν ὁδῶν καὶ τὴν ἐπισκευὴν τοῦ λιμένος. Τὸ θέμα εἶναι ζωτικὸν διὰ τὴν πρόοδον τῆς πόλεως μας. (574, 194, 682, 286)
filler-paragraph: Η πόλις μας παρακολουθεῖ μὲ ἐνδιαφέρον τὰ τεκταινόμενα καὶ ἀναμένει τὴν ἐκπλήρωσιν τῶν ὑποσχέσεων τῆς Κυβερνήσεως. Οἱ παραγωγοὶ καὶ οἱ ἐπαγγελματίαι ζητοῦν μέτρα ἀνακουφίσεως καὶ ἡ ἐφημερὶς θὰ παρακολουθήσῃ τὸ ζήτημα μετὰ προσοχῆς. Ἐπίσης ἡ Δημοτικὴ ἀρχὴ ὀφείλει νὰ μεριμνήσῃ διὰ τὴν καθαριότητα τῶν ὁδῶν καὶ τὴν ἐπισκευὴν τοῦ λιμένος. Τὸ θέμα εἶναι ζωτικὸν διὰ τὴν πρόοδον τῆς πόλεως μας. (138, 820, 240, 912)
filler-paragraph: Η πόλις μας παρακολουθεῖ μὲ ἐνδιαφέρον τὰ τεκταινόμενα καὶ ἀναμένει τὴν ἐκπλήρωσιν τῶν ὑποσχέσεων τῆς Κυβερνήσεως. Οἱ παραγωγοὶ καὶ οἱ ἐπαγγελματίαι ζητοῦν μέτρα ἀνακουφίσεως καὶ ἡ ἐφημερὶς θὰ παρακολουθήσῃ τὸ ζήτημα μετὰ προσοχῆς. Ἐπίσης ἡ Δημοτικὴ ἀρχὴ ὀφείλει νὰ μεριμνήσῃ διὰ τὴν καθαριότητα τῶν ὁδῶν καὶ τὴν ἐπισκευὴν τοῦ λιμένος. Τὸ θέμα εἶναι ζωτικὸν διὰ τὴν πρόοδον τῆς πόλεως μας. (361, 854, 458, 946)
note-paragraph: Ἡ σταφιδοπαραγωγὴ ἀναμένει μὲ ἀγωνίαν τὰς ἀποφάσεις τῆς Κυβερνήσεως. (574, 690, 682, 711)
subtitle-rule-right (425, 101, 461, 103)
filler-paragraph: Η πόλις μας παρακολουθεῖ μὲ ἐνδιαφέρον τὰ τεκταινόμενα καὶ ἀναμένει τὴν ἐκπλήρωσιν τῶν ὑποσχέσεων τῆς Κυβερνήσεως. Οἱ παραγωγοὶ καὶ οἱ ἐπαγγελματίαι ζητοῦν μέτρα ἀνακουφίσεως καὶ ἡ ἐφημερὶς θὰ παρακολουθήσῃ τὸ ζήτημα μετὰ προσοχῆς. Ἐπίσης ἡ Δημοτικὴ ἀρχὴ ὀφείλει νὰ μεριμνήσῃ διὰ τὴν καθαριότητα τῶν ὁδῶν καὶ τὴν ἐπισκευὴν τοῦ λιμένος. Τὸ θέμα εἶναι ζωτικὸν διὰ τὴν πρόοδον τῆς πόλεως μας. (574, 712, 682, 804)
masthead (30, 28, 682, 143)
filler-paragraph: Η πόλις μας παρακολουθεῖ μὲ ἐνδιαφέρον τὰ τεκταινόμενα καὶ ἀναμένει τὴν ἐκπλήρωσιν τῶν ὑποσχέσεων τῆς Κυβερνήσεως. Οἱ παραγωγοὶ καὶ οἱ ἐπαγγελματίαι ζητοῦν μέτρα ἀνακουφίσεως καὶ ἡ ἐφημερὶς θὰ παρακολουθήσῃ τὸ ζήτημα μετὰ προσοχῆς. Ἐπίσης ἡ Δημοτικὴ ἀρχὴ ὀφείλει νὰ μεριμνήσῃ διὰ τὴν καθαριότητα τῶν ὁδῶν καὶ τὴν ἐπισκευὴν τοῦ λιμένος. Τὸ θέμα εἶναι ζωτικὸν διὰ τὴν πρόοδον τῆς πόλεως μας. (361, 655, 458, 747)
filler-paragraph: Η πόλις μας παρακολουθεῖ μὲ ἐνδιαφέρον τὰ τεκταινόμενα καὶ ἀναμένει τὴν ἐκπλήρωσιν τῶν ὑποσχέσεων τῆς Κυβερνήσεως. Οἱ παραγωγοὶ καὶ οἱ ἐπαγγελματίαι ζητοῦν μέτρα ἀνακουφίσεως καὶ ἡ ἐφημερὶς θὰ παρακολουθήσῃ τὸ ζήτημα μετὰ προσοχῆς. Ἐπίσης ἡ Δημοτικὴ ἀρχὴ ὀφείλει νὰ μεριμνήσῃ διὰ τὴν καθαριότητα τῶν ὁδῶν καὶ τὴν ἐπισκευὴν τοῦ λιμένος. Τὸ θέμα εἶναι ζωτικὸν διὰ τὴν πρόοδον τῆς πόλεως μας. (249, 262, 354, 355)
column-rule (357, 146, 358, 1026)
filler-paragraph: Η πόλις μας παρακολουθεῖ μὲ ἐνδιαφέρον τὰ τεκταινόμενα καὶ ἀναμένει τὴν ἐκπλήρωσιν τῶν ὑποσχέσεων τῆς Κυβερνήσεως. Οἱ παραγωγοὶ καὶ οἱ ἐπαγγελματίαι ζητοῦν μέτρα ἀνακουφίσεως καὶ ἡ ἐφημερὶς θὰ παρακολουθήσῃ τὸ ζήτημα μετὰ προσοχῆς. Ἐπίσης ἡ Δημοτικὴ ἀρχὴ ὀφείλει νὰ μεριμνήσῃ διὰ τὴν καθαριότητα τῶν ὁδῶν καὶ τὴν ἐπισκευὴν τοῦ λιμένος. Τὸ θέμα εἶναι ζωτικὸν διὰ τὴν πρόοδον τῆς πόλεως μας. (30, 217, 240, 554)
filler-paragraph: Η πόλις μας παρακολουθεῖ μὲ ἐνδιαφέρον τὰ τεκταινόμενα καὶ ἀναμένει τὴν ἐκπλήρωσιν τῶν ὑποσχέσεων τῆς Κυβερνήσεως. Οἱ παραγωγοὶ καὶ οἱ ἐπαγγελματίαι ζητοῦν μέτρα ἀνακουφίσεως καὶ ἡ ἐφημερὶς θὰ παρακολουθήσῃ τὸ ζήτημα μετὰ προσοχῆς. Ἐπίσης ἡ Δημοτικὴ ἀρχὴ ὀφείλει νὰ μεριμνήσῃ διὰ τὴν καθαριότητα τῶν ὁδῶν καὶ τὴν ἐπισκευὴν τοῦ λιμένος. Τὸ θέμα εἶναι ζωτικὸν διὰ τὴν πρόοδον τῆς πόλεως μας. (361, 562, 458, 654)
newspaper-title: ΣΗΜΑΙΑ (210, 35, 507, 92)
issue-day: ΠΑΡΑΣΚΕΥΗ (589, 37, 660, 50)
issue-date: 29 ΜΑΪΟΥ (605, 55, 644, 64)
separator: * * * (620, 679, 636, 687)
